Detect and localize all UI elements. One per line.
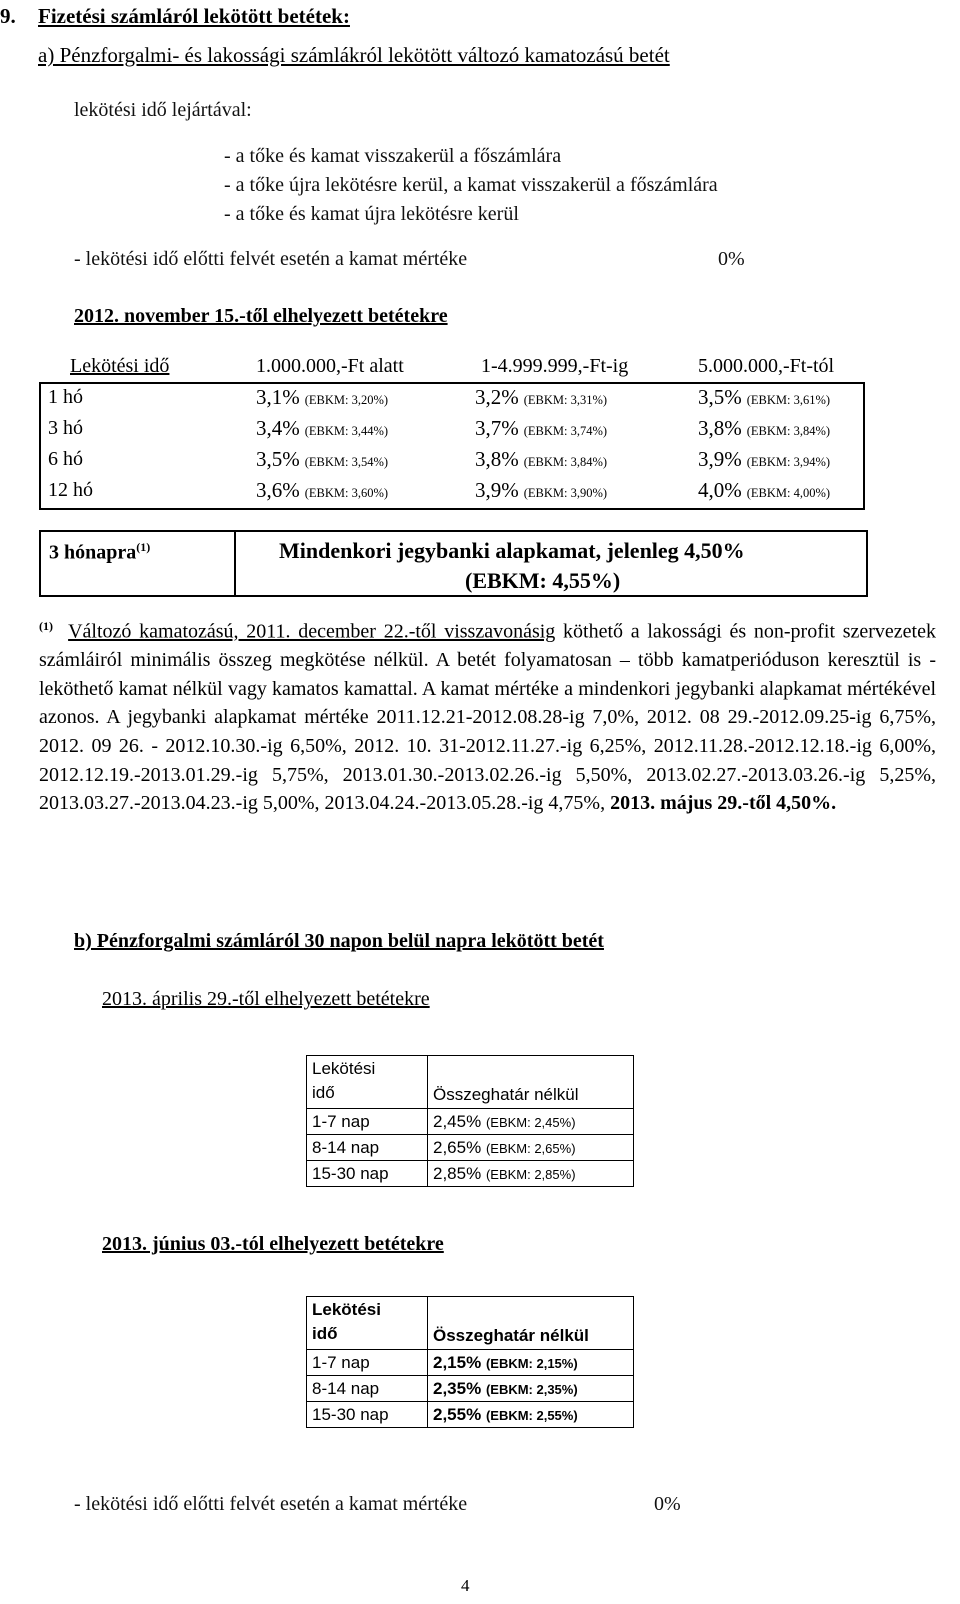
rate-table (40, 351, 866, 506)
header-amount: Összeghatár nélkül (428, 1056, 634, 1109)
table-row (307, 1376, 634, 1402)
rate-value: 3,9% (475, 478, 519, 502)
lejarat-label: lekötési idő lejártával: (74, 99, 252, 121)
rate-value: 3,8% (475, 447, 519, 471)
ebkm-value: (EBKM: 4,00%) (746, 486, 831, 500)
table-row (307, 1161, 634, 1187)
rate-value: 4,0% (698, 478, 742, 502)
rate-value: 2,85% (433, 1163, 482, 1183)
term-cell: 15-30 nap (307, 1161, 428, 1187)
table-row (40, 475, 866, 506)
term-cell: 8-14 nap (307, 1135, 428, 1161)
ebkm-value: (EBKM: 2,65%) (485, 1140, 576, 1156)
ebkm-value: (EBKM: 3,31%) (523, 393, 608, 407)
term-cell: 6 hó (48, 448, 83, 470)
header-term: Lekötési idő (307, 1297, 428, 1350)
early-withdrawal-label: - lekötési idő előtti felvét esetén a kamat mértéke (74, 248, 468, 270)
table-row (307, 1350, 634, 1376)
subsection-a-title: a) Pénzforgalmi- és lakossági számlákról lekötött változó kamatozású betét (38, 43, 670, 67)
overnight-table-1 (306, 1055, 634, 1187)
ebkm-value: (EBKM: 3,84%) (746, 424, 831, 438)
rate-table-header-row (40, 351, 866, 382)
rate-value: 2,15% (433, 1352, 482, 1372)
date2-heading: 2013. június 03.-tól elhelyezett betétekre (102, 1233, 444, 1255)
rate-value: 2,35% (433, 1378, 482, 1398)
table-row (40, 444, 866, 475)
option-item: - a tőke és kamat visszakerül a főszámlára (224, 145, 562, 167)
overnight-table-2 (306, 1296, 634, 1428)
ebkm-value: (EBKM: 2,85%) (485, 1166, 576, 1182)
date1-heading: 2013. április 29.-től elhelyezett betétekre (102, 988, 430, 1010)
header-term: Lekötési idő (307, 1056, 428, 1109)
rate-value: 3,5% (256, 447, 300, 471)
date-heading: 2012. november 15.-től elhelyezett betétekre (74, 305, 448, 327)
table-row (307, 1402, 634, 1428)
term-cell: 1 hó (48, 386, 83, 408)
term-cell: 15-30 nap (307, 1402, 428, 1428)
section-number: 9. (0, 4, 16, 28)
early-withdrawal-label-b: - lekötési idő előtti felvét esetén a kamat mértéke (74, 1493, 468, 1515)
ebkm-value: (EBKM: 3,20%) (304, 393, 389, 407)
header-col1: 1.000.000,-Ft alatt (256, 355, 404, 377)
option-item: - a tőke újra lekötésre kerül, a kamat visszakerül a főszámlára (224, 174, 718, 196)
ebkm-value: (EBKM: 3,60%) (304, 486, 389, 500)
table-row (307, 1109, 634, 1135)
rate-value: 2,65% (433, 1137, 482, 1157)
section-title: Fizetési számláról lekötött betétek: (38, 4, 350, 28)
page-number: 4 (461, 1576, 470, 1595)
rate-value: 2,55% (433, 1404, 482, 1424)
ebkm-value: (EBKM: 3,84%) (523, 455, 608, 469)
footnote-marker: (1) (136, 540, 151, 554)
ebkm-value: (EBKM: 2,45%) (485, 1114, 576, 1130)
term-cell: 3 hó (48, 417, 83, 439)
option-item: - a tőke és kamat újra lekötésre kerül (224, 203, 519, 225)
term-cell: 1-7 nap (307, 1109, 428, 1135)
box-divider (234, 532, 236, 595)
ebkm-value: (EBKM: 3,94%) (746, 455, 831, 469)
rate-value: 3,5% (698, 385, 742, 409)
footnote-paragraph (39, 612, 936, 818)
variable-rate-box (39, 530, 868, 597)
rate-value: 3,1% (256, 385, 300, 409)
rate-value: 3,6% (256, 478, 300, 502)
variable-rate-line2: (EBKM: 4,55%) (465, 568, 621, 593)
rate-value: 3,8% (698, 416, 742, 440)
table-row (40, 413, 866, 444)
rate-value: 2,45% (433, 1111, 482, 1131)
ebkm-value: (EBKM: 3,44%) (304, 424, 389, 438)
variable-term-label: 3 hónapra$^{(1)}$ (49, 540, 151, 564)
ebkm-value: (EBKM: 3,90%) (523, 486, 608, 500)
ebkm-value: (EBKM: 3,74%) (523, 424, 608, 438)
term-cell: 1-7 nap (307, 1350, 428, 1376)
table-header-row (307, 1297, 634, 1350)
subsection-b-title: b) Pénzforgalmi számláról 30 napon belül napra lekötött betét (74, 930, 604, 952)
term-cell: 8-14 nap (307, 1376, 428, 1402)
rate-value: 3,2% (475, 385, 519, 409)
early-withdrawal-rate-b: 0% (654, 1493, 681, 1515)
ebkm-value: (EBKM: 3,61%) (746, 393, 831, 407)
table-row (307, 1135, 634, 1161)
ebkm-value: (EBKM: 2,35%) (485, 1381, 578, 1397)
footnote-marker: (1) (39, 619, 53, 633)
footnote-current-rate: 2013. május 29.-től 4,50%. (610, 792, 837, 815)
rate-value: 3,4% (256, 416, 300, 440)
header-col3: 5.000.000,-Ft-tól (698, 355, 835, 377)
table-row (40, 382, 866, 413)
variable-rate-line1: Mindenkori jegybanki alapkamat, jelenleg 4,50% (279, 538, 745, 563)
rate-value: 3,9% (698, 447, 742, 471)
ebkm-value: (EBKM: 2,15%) (485, 1355, 578, 1371)
header-term: Lekötési idő (70, 355, 170, 377)
early-withdrawal-rate: 0% (718, 248, 745, 270)
ebkm-value: (EBKM: 3,54%) (304, 455, 389, 469)
footnote-lead: Változó kamatozású, 2011. december 22.-től visszavonásig (68, 620, 556, 643)
header-amount: Összeghatár nélkül (428, 1297, 634, 1350)
rate-value: 3,7% (475, 416, 519, 440)
table-header-row (307, 1056, 634, 1109)
footnote-body: köthető a lakossági és non-profit szervezetek számláiról minimális összeg megkötése nélkül. A betét folyamatosan – több kamatperióduson keresztül is - leköthető kamat nélkül vagy kamatos kamattal. A kamat mértéke a mindenkori jegybanki alapkamat mértékével azonos. A jegybanki alapkamat mértéke 2011.12.21-2012.08.28-ig 7,0%, 2012. 08 29.-2012.09.25-ig 6,75%, 2012. 09 26. - 2012.10.30.-ig 6,50%, 2012. 10. 31-2012.11.27.-ig 6,25%, 2012.11.28.-2012.12.18.-ig 6,00%, 2012.12.19.-2013.01.29.-ig 5,75%, 2013.01.30.-2013.02.26.-ig 5,50%, 2013.02.27.-2013.03.26.-ig 5,25%, 2013.03.27.-2013.04.23.-ig 5,00%, 2013.04.24.-2013.05.28.-ig 4,75%, (39, 620, 936, 815)
ebkm-value: (EBKM: 2,55%) (485, 1407, 578, 1423)
term-cell: 12 hó (48, 479, 93, 501)
header-col2: 1-4.999.999,-Ft-ig (481, 355, 629, 377)
